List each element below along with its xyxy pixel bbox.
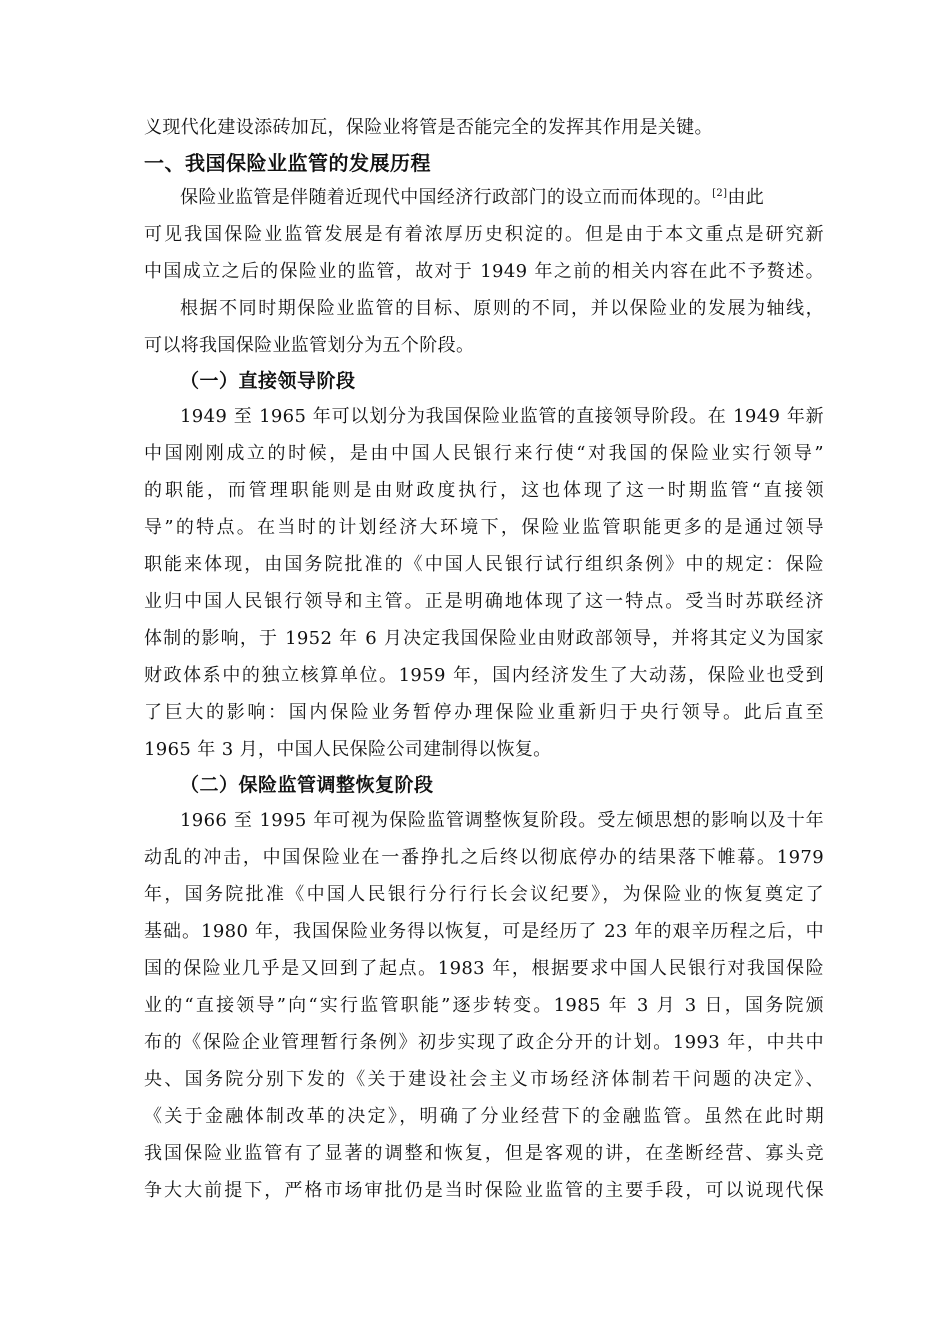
- paragraph-line: 我国保险业监管有了显著的调整和恢复，但是客观的讲，在垄断经营、寡头竞: [144, 1143, 824, 1164]
- citation-ref: [2]: [712, 188, 728, 199]
- paragraph-line: 业的“直接领导”向“实行监管职能”逐步转变。1985 年 3 月 3 日，国务院颁: [144, 995, 824, 1016]
- paragraph-line: 导”的特点。在当时的计划经济大环境下，保险业监管职能更多的是通过领导: [144, 517, 824, 538]
- paragraph-line: 国的保险业几乎是又回到了起点。1983 年，根据要求中国人民银行对我国保险: [144, 958, 824, 979]
- paragraph-line: 义现代化建设添砖加瓦，保险业将管是否能完全的发挥其作用是关键。: [144, 117, 713, 138]
- paragraph-line: 业归中国人民银行领导和主管。正是明确地体现了这一特点。受当时苏联经济: [144, 591, 824, 612]
- paragraph-line: 根据不同时期保险业监管的目标、原则的不同，并以保险业的发展为轴线，: [180, 298, 824, 319]
- paragraph-line: 央、国务院分别下发的《关于建设社会主义市场经济体制若干问题的决定》、: [144, 1069, 824, 1090]
- paragraph-line: 基础。1980 年，我国保险业务得以恢复，可是经历了 23 年的艰辛历程之后，中: [144, 921, 824, 942]
- paragraph-line: 职能来体现，由国务院批准的《中国人民银行试行组织条例》中的规定：保险: [144, 554, 824, 575]
- paragraph-line: [180, 185, 824, 211]
- paragraph-text: 保险业监管是伴随着近现代中国经济行政部门的设立而而体现的。: [180, 187, 713, 208]
- paragraph-line: 1966 至 1995 年可视为保险监管调整恢复阶段。受左倾思想的影响以及十年: [180, 810, 824, 831]
- paragraph-line: 中国成立之后的保险业的监管，故对于 1949 年之前的相关内容在此不予赘述。: [144, 261, 824, 282]
- subsection-heading: （一）直接领导阶段: [180, 370, 356, 392]
- paragraph-line: 的职能，而管理职能则是由财政度执行，这也体现了这一时期监管“直接领: [144, 480, 824, 501]
- paragraph-line: 体制的影响，于 1952 年 6 月决定我国保险业由财政部领导，并将其定义为国家: [144, 628, 824, 649]
- paragraph-line: 1949 至 1965 年可以划分为我国保险业监管的直接领导阶段。在 1949 年新: [180, 406, 824, 427]
- paragraph-line: 动乱的冲击，中国保险业在一番挣扎之后终以彻底停办的结果落下帷幕。1979: [144, 847, 824, 868]
- subsection-heading: （二）保险监管调整恢复阶段: [180, 774, 434, 796]
- paragraph-line: 争大大前提下，严格市场审批仍是当时保险业监管的主要手段，可以说现代保: [144, 1180, 824, 1201]
- paragraph-line: 中国刚刚成立的时候，是由中国人民银行来行使“对我国的保险业实行领导”: [144, 443, 824, 464]
- paragraph-line: 年，国务院批准《中国人民银行分行行长会议纪要》，为保险业的恢复奠定了: [144, 884, 824, 905]
- paragraph-line: 可见我国保险业监管发展是有着浓厚历史积淀的。但是由于本文重点是研究新: [144, 224, 824, 245]
- paragraph-line: 财政体系中的独立核算单位。1959 年，国内经济发生了大动荡，保险业也受到: [144, 665, 824, 686]
- paragraph-line: 1965 年 3 月，中国人民保险公司建制得以恢复。: [144, 739, 552, 760]
- paragraph-line: 布的《保险企业管理暂行条例》初步实现了政企分开的计划。1993 年，中共中: [144, 1032, 824, 1053]
- paragraph-line: 可以将我国保险业监管划分为五个阶段。: [144, 335, 475, 356]
- paragraph-line: 《关于金融体制改革的决定》，明确了分业经营下的金融监管。虽然在此时期: [144, 1106, 824, 1127]
- paragraph-line: 了巨大的影响：国内保险业务暂停办理保险业重新归于央行领导。此后直至: [144, 702, 824, 723]
- paragraph-text: 由此: [727, 187, 765, 208]
- section-heading: 一、我国保险业监管的发展历程: [144, 151, 431, 175]
